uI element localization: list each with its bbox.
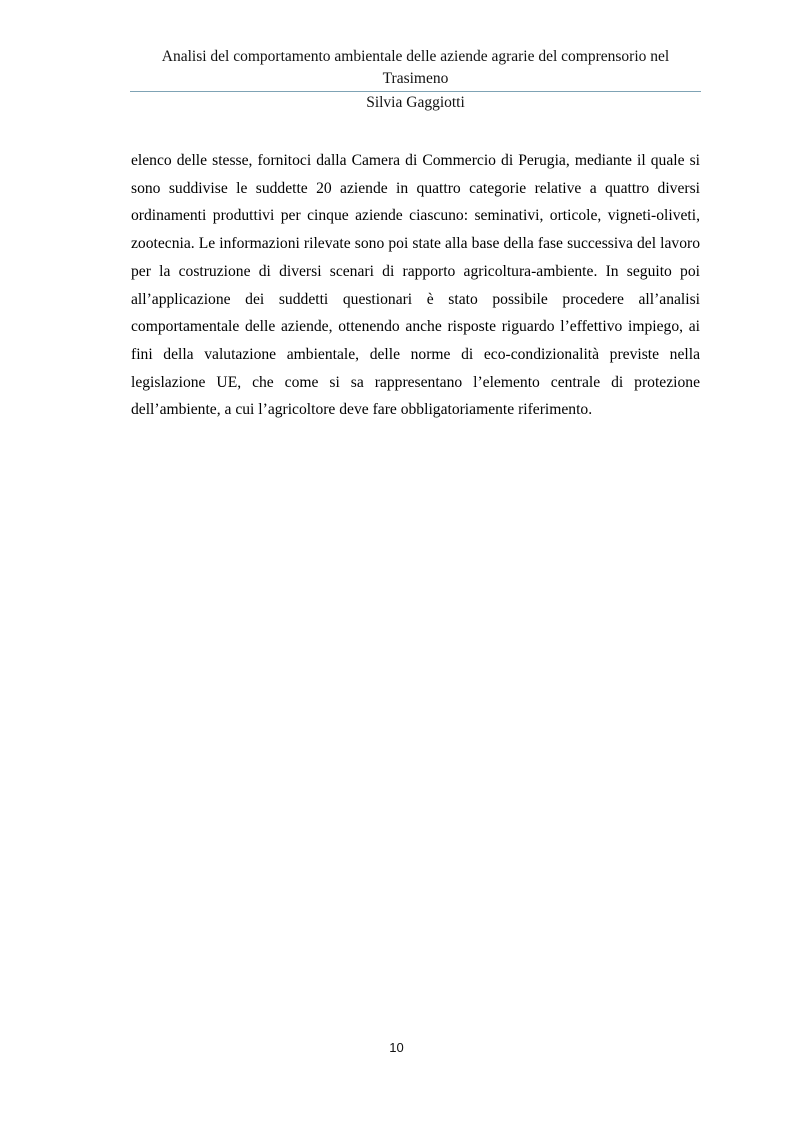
page-number: 10 (389, 1040, 404, 1055)
body-paragraph: elenco delle stesse, fornitoci dalla Camera di Commercio di Perugia, mediante il quale si sono suddivise le suddette 20 aziende in quattro categorie relative a quattro diversi ordinamenti produttivi per cinque aziende ciascuno: seminativi, orticole, vigneti-oliveti, zootecnia. Le informazioni rilevate sono poi state alla base della fase successiva del lavoro per la costruzione di diversi scenari di rapporto agricoltura-ambiente. In seguito poi all’applicazione dei suddetti questionari è stato possibile procedere all’analisi comportamentale delle aziende, ottenendo anche risposte riguardo l’effettivo impiego, ai fini della valutazione ambientale, delle norme di eco-condizionalità previste nella legislazione UE, che come si sa rappresentano l’elemento centrale di protezione dell’ambiente, a cui l’agricoltore deve fare obbligatoriamente riferimento. (131, 152, 700, 419)
running-header-author: Silvia Gaggiotti (366, 94, 465, 111)
running-header-title: Analisi del comportamento ambientale delle aziende agrarie del comprensorio nel Trasimeno (161, 48, 670, 87)
